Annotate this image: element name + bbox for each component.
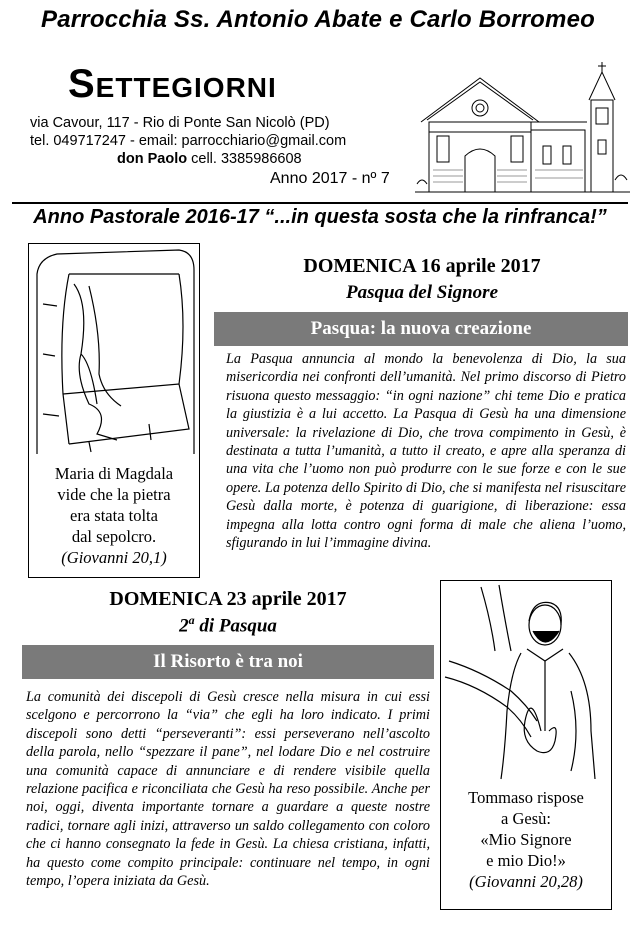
- caption-line: era stata tolta: [70, 506, 158, 525]
- caption-reference: (Giovanni 20,28): [469, 872, 583, 891]
- pastoral-theme: Anno Pastorale 2016-17 “...in questa sosta che la rinfranca!”: [33, 206, 607, 228]
- section2-body: La comunità dei discepoli di Gesù cresce nella misura in cui essi scelgono e percorrono la “via” che egli ha loro indicato. I primi discepoli sono detti “perseveranti”: essi perseverano nell’ascolto della parola, nello “spezzare il pane”, nel lodare Dio e nel costruire una comunità capace di annunciare e di rendere visibile quella relazione pacifica e riconciliata che Gesù ha reso possibile. Anche per noi, oggi, diventa importante tornare a guardare a queste nostre radici, tornare agli inizi, attraverso un saldo collegamento con coloro che ci hanno consegnato la fede in Gesù. La chiesa cristiana, infatti, ha questo come compito principale: continuare nel tempo, in ogni tempo, l’opera iniziata da Gesù.: [26, 689, 430, 890]
- subtitle-rest: di Pasqua: [194, 615, 277, 637]
- section2-heading-bar: Il Risorto è tra noi: [22, 645, 434, 679]
- phone-email-line: tel. 049717247 - email: parrocchiario@gmail.com: [30, 133, 347, 149]
- caption-reference: (Giovanni 20,1): [61, 548, 167, 567]
- masthead-title: Settegiorni: [68, 62, 277, 106]
- header-rule: [12, 202, 628, 204]
- section1-subtitle: Pasqua del Signore: [345, 282, 499, 303]
- caption-line: a Gesù:: [501, 809, 551, 828]
- caption-line: «Mio Signore: [480, 830, 572, 849]
- caption-line: e mio Dio!»: [486, 851, 566, 870]
- subtitle-superscript: a: [188, 613, 195, 627]
- thomas-jesus-drawing: [441, 581, 610, 781]
- caption-line: vide che la pietra: [57, 485, 171, 504]
- caption-line: Tommaso rispose: [468, 788, 584, 807]
- section2-subtitle: [22, 613, 434, 637]
- section1-heading-bar: Pasqua: la nuova creazione: [214, 312, 628, 346]
- caption-line: dal sepolcro.: [71, 527, 157, 546]
- priest-line: [117, 151, 302, 167]
- priest-name: don Paolo: [117, 151, 188, 167]
- caption-line: Maria di Magdala: [54, 464, 174, 483]
- subtitle-number: 2: [179, 615, 189, 637]
- address-line: via Cavour, 117 - Rio di Ponte San Nicolò (PD): [30, 115, 330, 131]
- issue-number: Anno 2017 - nº 7: [270, 170, 390, 187]
- empty-tomb-panel: [28, 243, 200, 578]
- section1-date: DOMENICA 16 aprile 2017: [303, 255, 541, 277]
- priest-cell: cell. 3385986608: [191, 151, 302, 167]
- church-drawing: [415, 60, 630, 198]
- section2-date: DOMENICA 23 aprile 2017: [109, 588, 347, 610]
- parish-name: Parrocchia Ss. Antonio Abate e Carlo Borromeo: [40, 6, 595, 33]
- section1-body: La Pasqua annuncia al mondo la benevolenza di Dio, la sua misericordia nei confronti dell’umanità. Nel primo discorso di Pietro risuona questo messaggio: “in ogni nazione” chi teme Dio e pratica la giustizia è a lui accetto. La Pasqua di Gesù ha una dimensione universale: la rivelazione di Dio, che trova compimento in Gesù, è destinata a tutta l’umanità, a tutto il creato, e apre alla speranza di una vita che l’uomo non può produrre con le sue forze e con le sue opere. La potenza dello Spirito di Dio, che si manifesta nel risuscitare Gesù dalla morte, è potenza di guarigione, di liberazione: essa impegna alla lotta contro ogni forma di male che aliena l’uomo, sfigurando in lui l’immagine divina.: [226, 351, 626, 552]
- empty-tomb-drawing: [29, 244, 198, 459]
- thomas-panel: [440, 580, 612, 910]
